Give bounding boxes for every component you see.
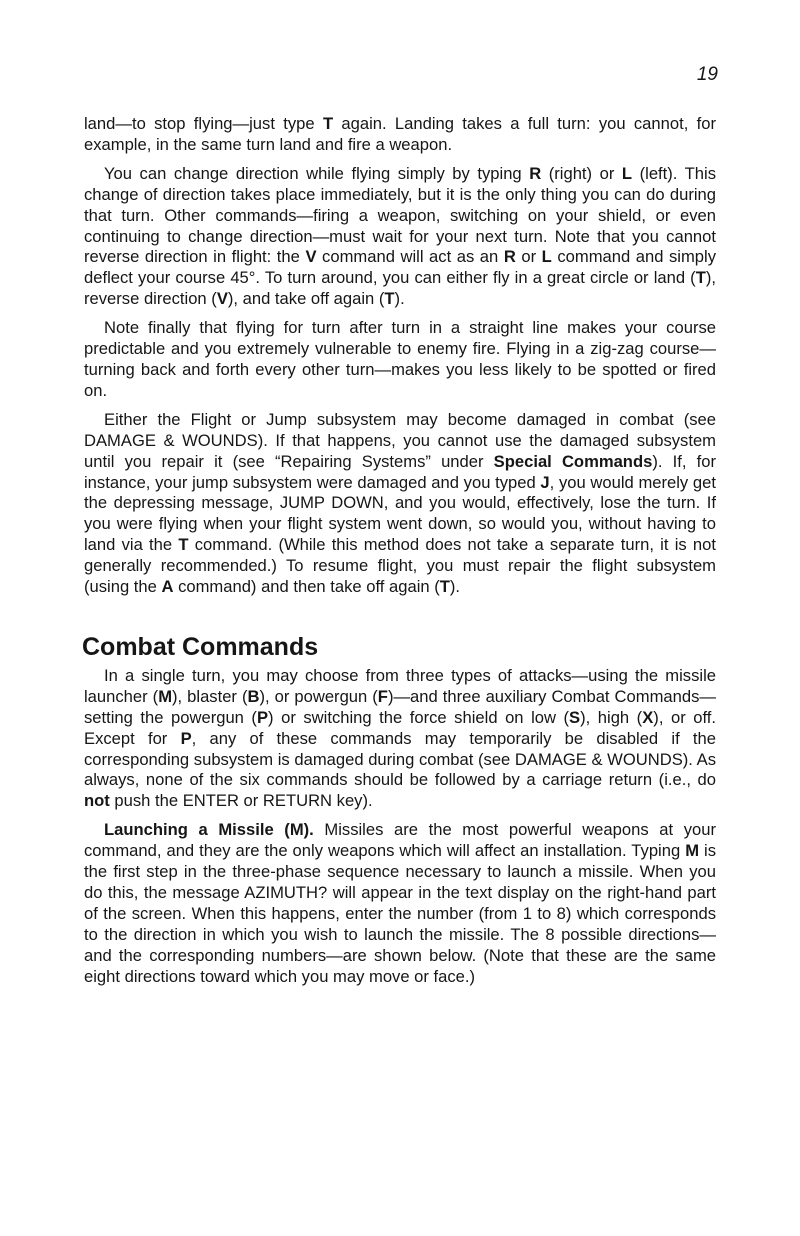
bold-term: T — [384, 289, 395, 309]
bold-term: F — [377, 686, 388, 706]
paragraph-change-direction: You can change direction while flying simply by typing R (right) or L (left). This change of direction takes place immediately, but it is the only thing you can do during that turn. Other commands—firing a weapon, switching on your shield, or even continuing to change direction—must wait for your next turn. Note that you cannot reverse direction in flight: the V command will act as an R or L command and simply deflect your course 45°. To turn around, you can either fly in a great circle or land (T), reverse direction (V), and take off again (T). — [84, 163, 716, 309]
bold-term: P — [256, 707, 269, 727]
bold-term: V — [216, 289, 228, 309]
bold-term: V — [305, 247, 317, 267]
bold-term: S — [569, 707, 581, 727]
bold-term: T — [178, 535, 189, 555]
bold-term: not — [84, 791, 110, 811]
bold-term: T — [439, 577, 450, 597]
bold-term: X — [642, 707, 654, 727]
body-text — [84, 114, 716, 996]
bold-term: J — [540, 472, 550, 492]
bold-term: Special Commands — [493, 451, 653, 471]
page-number: 19 — [696, 64, 718, 85]
bold-term: L — [621, 163, 633, 183]
paragraph-straight-line: Note finally that flying for turn after turn in a straight line makes your course predictable and you extremely vulnerable to enemy fire. Flying in a zig-zag course—turning back and forth every other turn—makes you less likely to be spotted or fired on. — [84, 318, 716, 400]
paragraph-damage: Either the Flight or Jump subsystem may become damaged in combat (see DAMAGE & WOUNDS). If that happens, you cannot use the damaged subsystem until you repair it (see “Repairing Systems” under Special Commands). If, for instance, your jump subsystem were damaged and you typed J, you would merely get the depressing message, JUMP DOWN, and you would, effectively, lose the turn. If you were flying when your flight system went down, so would you, without having to land via the T command. (While this method does not take a separate turn, it is not generally recommended.) To resume flight, you must repair the flight subsystem (using the A command) and then take off again (T). — [84, 409, 716, 597]
bold-term: T — [695, 268, 706, 288]
paragraph-combat-intro: In a single turn, you may choose from three types of attacks—using the missile launcher (M), blaster (B), or powergun (F)—and three auxiliary Combat Commands—setting the powergun (P) or switching the force shield on low (S), high (X), or off. Except for P, any of these commands may temporarily be disabled if the corresponding subsystem is damaged during combat (see DAMAGE & WOUNDS). As always, none of the six commands should be followed by a carriage return (i.e., do not push the ENTER or RETURN key). — [84, 665, 717, 811]
bold-term: B — [247, 686, 260, 706]
bold-term: M — [158, 686, 173, 706]
bold-term: M — [685, 841, 700, 861]
bold-term: T — [322, 114, 334, 133]
bold-term: P — [180, 728, 192, 748]
bold-term: A — [161, 577, 174, 597]
bold-term: R — [529, 163, 542, 183]
bold-term: L — [541, 247, 552, 267]
bold-term: Launching a Missile (M). — [104, 820, 314, 840]
paragraph-landing: land—to stop flying—just type T again. Landing takes a full turn: you cannot, for example, in the same turn land and fire a weapon. — [84, 114, 716, 154]
bold-term: R — [503, 247, 516, 267]
section-heading-combat-commands: Combat Commands — [82, 632, 319, 661]
paragraph-launching-missile: Launching a Missile (M). Missiles are the most powerful weapons at your command, and they are the only weapons which will affect an installation. Typing M is the first step in the three-phase sequence necessary to launch a missile. When you do this, the message AZIMUTH? will appear in the text display on the right-hand part of the screen. When this happens, enter the number (from 1 to 8) which corresponds to the direction in which you wish to launch the missile. The 8 possible directions—and the corresponding numbers—are shown below. (Note that these are the same eight directions toward which you may move or face.) — [84, 820, 717, 986]
